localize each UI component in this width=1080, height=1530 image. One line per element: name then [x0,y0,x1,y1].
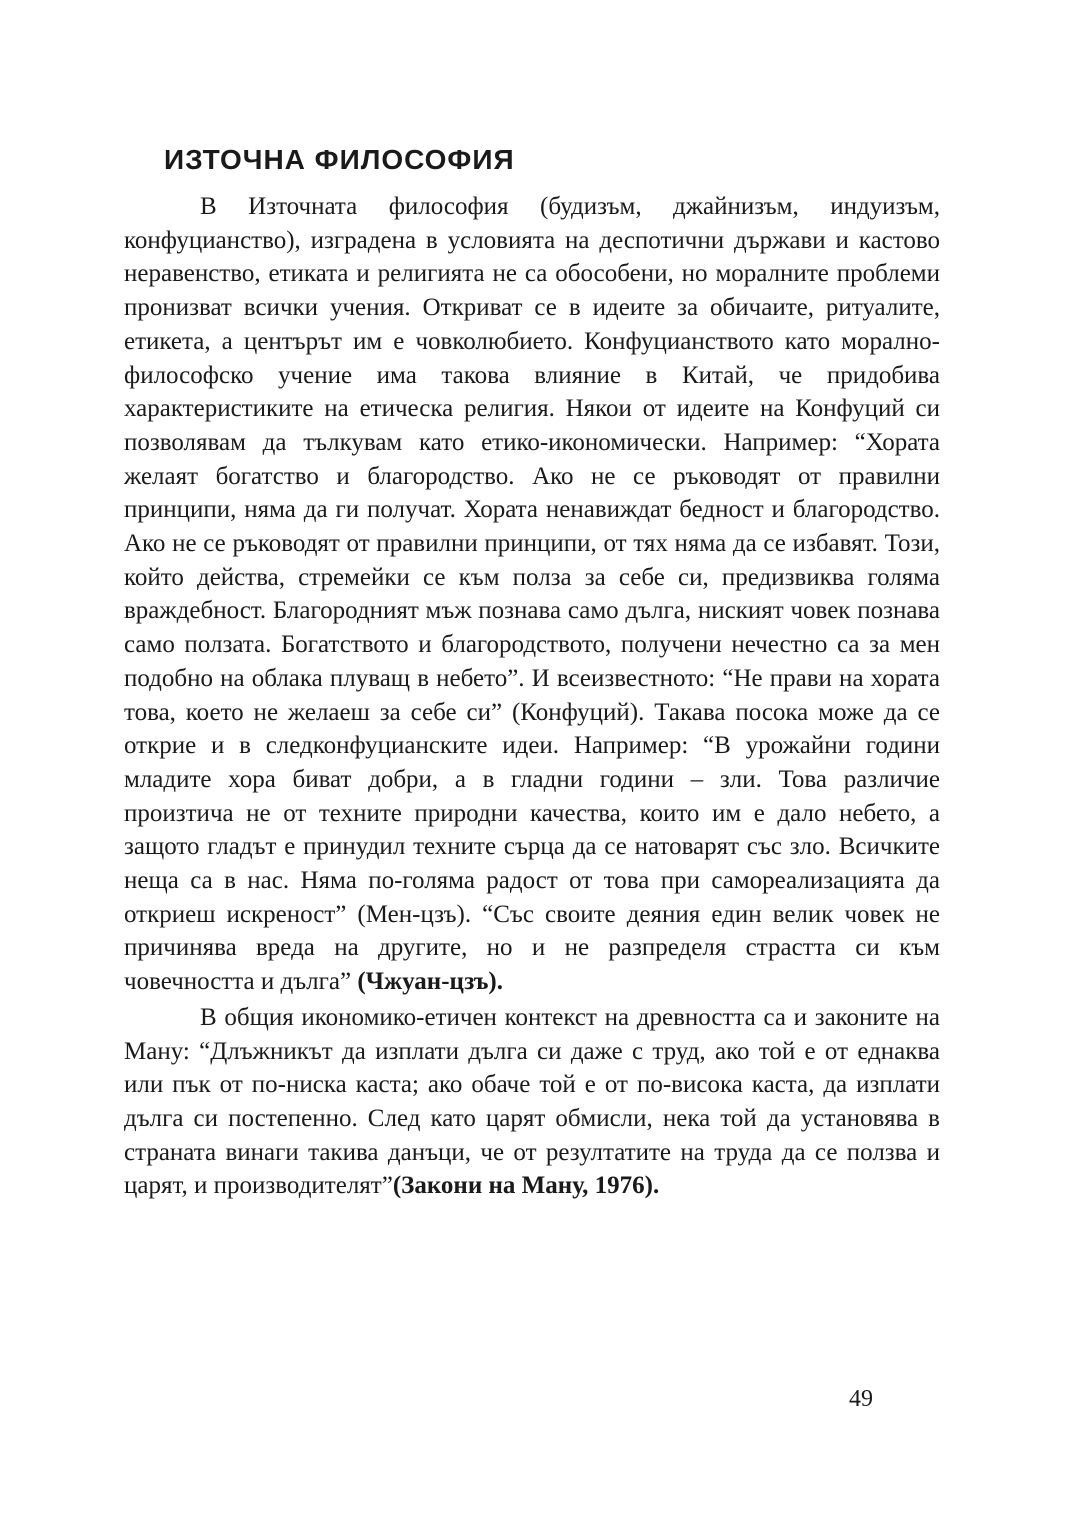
paragraph-1-citation: (Чжуан-цзъ). [357,968,504,996]
section-heading: ИЗТОЧНА ФИЛОСОФИЯ [164,144,515,175]
page-content [124,140,940,1203]
paragraph-1-text: В Източната философия (будизъм, джайнизъм, индуизъм, конфуцианство), изградена в условията на деспотични държави и кастово неравенство, етиката и религията не са обособени, но моралните проблеми пронизват всички учения. Откриват се в идеите за обичаите, ритуалите, етикета, а центърът им е човколюбието. Конфуцианството като морално-философско учение има такова влияние в Китай, че придобива характеристиките на етическа религия. Някои от идеите на Конфуций си позволявам да тълкувам като етико-икономически. Например: “Хората желаят богатство и благородство. Ако не се ръководят от правилни принципи, няма да ги получат. Хората ненавиждат бедност и благородство. Ако не се ръководят от правилни принципи, от тях няма да се избавят. Този, който действа, стремейки се към полза за себе си, предизвиква голяма враждебност. Благородният мъж познава само дълга, ниският човек познава само ползата. Богатството и благородството, получени нечестно са за мен подобно на облака плуващ в небето”. И всеизвестното: “Не прави на хората това, което не желаеш за себе си” (Конфуций). Такава посока може да се открие и в следконфуцианските идеи. Например: “В урожайни години младите хора биват добри, а в гладни години – зли. Това различие произтича не от техните природни качества, които им е дало небето, а защото гладът е принудил техните сърца да се натоварят със зло. Всичките неща са в нас. Няма по-голяма радост от това при самореализацията да откриеш искреност” (Мен-цзъ). “Със своите деяния един велик човек не причинява вреда на другите, но и не разпределя страстта си към човечността и дълга” [124,193,940,996]
paragraph-eastern-philosophy [124,190,940,999]
paragraph-2-citation: (Закони на Ману, 1976). [392,1172,660,1200]
paragraph-2-text: В общия икономико-етичен контекст на древността са и законите на Ману: “Длъжникът да изплати дълга си даже с труд, ако той е от еднаква или пък от по-ниска каста; ако обаче той е от по-висока каста, да изплати дълга си постепенно. След като царят обмисли, нека той да установява в страната винаги такива данъци, че от резултатите на труда да се ползва и царят, и производителят” [124,1003,940,1200]
paragraph-laws-of-manu [124,1001,940,1203]
page-number: 49 [849,1386,873,1412]
